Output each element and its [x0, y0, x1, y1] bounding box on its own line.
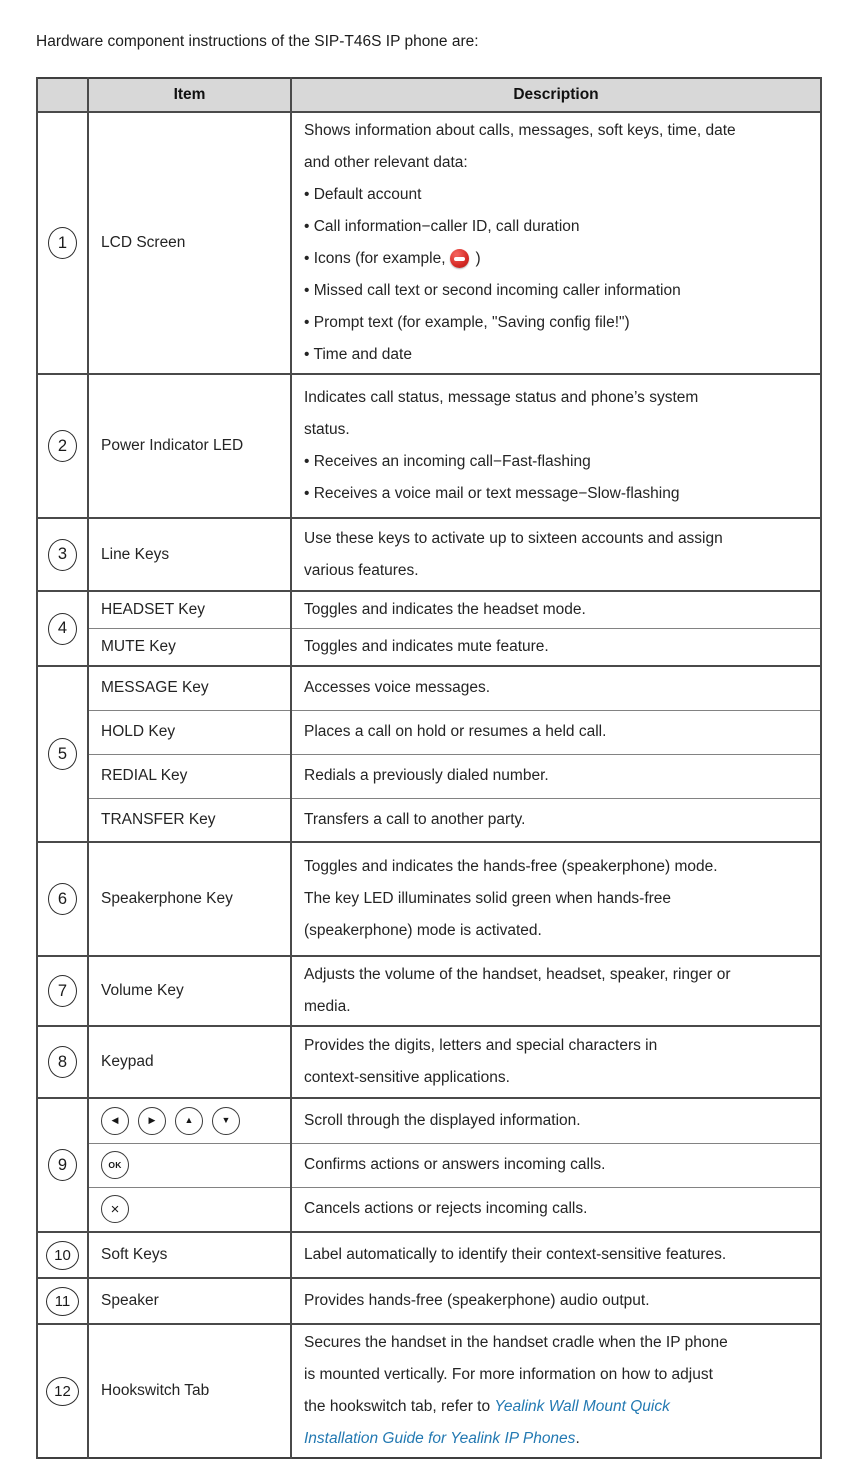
- desc-line: Secures the handset in the handset cradle when the IP phone: [304, 1334, 728, 1351]
- row-number-badge: 11: [46, 1287, 79, 1316]
- table-row-line-keys: [37, 518, 821, 591]
- desc-line: is mounted vertically. For more information on how to adjust: [304, 1366, 713, 1383]
- desc-line: and other relevant data:: [304, 154, 468, 171]
- down-arrow-icon: ▼: [221, 1115, 231, 1126]
- dnd-icon: [450, 249, 469, 268]
- header-description: Description: [291, 78, 821, 112]
- up-arrow-icon: ▲: [184, 1115, 194, 1126]
- desc-line: • Call information−caller ID, call duration: [304, 218, 580, 235]
- desc-text: • Icons (for example,: [304, 250, 446, 267]
- desc-line: status.: [304, 421, 350, 438]
- table-row-power-led: [37, 374, 821, 518]
- row-number-badge: 4: [48, 613, 77, 645]
- header-item: Item: [88, 78, 291, 112]
- table-row-soft-keys: [37, 1232, 821, 1278]
- desc-line: • Missed call text or second incoming caller information: [304, 282, 681, 299]
- item-label: Soft Keys: [88, 1232, 291, 1278]
- table-row-mute: [37, 629, 821, 667]
- intro-text: Hardware component instructions of the SIP-T46S IP phone are:: [36, 33, 479, 50]
- table-header-row: [37, 78, 821, 112]
- desc-line-icons: [304, 243, 808, 275]
- desc-line: • Default account: [304, 186, 422, 203]
- item-label: LCD Screen: [88, 112, 291, 374]
- desc-line: Cancels actions or rejects incoming calls.: [304, 1200, 588, 1218]
- table-row-headset: [37, 591, 821, 629]
- table-row-nav-keys: [37, 1098, 821, 1143]
- down-arrow-key: [212, 1107, 240, 1135]
- desc-line: Places a call on hold or resumes a held call.: [304, 723, 607, 740]
- desc-line: Use these keys to activate up to sixteen accounts and assign: [304, 529, 723, 547]
- item-label: Hookswitch Tab: [88, 1324, 291, 1458]
- desc-line: Confirms actions or answers incoming calls.: [304, 1156, 606, 1173]
- row-number-badge: 5: [48, 738, 77, 770]
- header-num-cell: [37, 78, 88, 112]
- navigation-keys: [101, 1107, 278, 1135]
- item-label: REDIAL Key: [88, 754, 291, 798]
- left-arrow-key: [101, 1107, 129, 1135]
- right-arrow-key: [138, 1107, 166, 1135]
- row-number-badge: 10: [46, 1241, 79, 1270]
- wall-mount-guide-link-line2[interactable]: Installation Guide for Yealink IP Phones: [304, 1430, 576, 1447]
- item-label: HEADSET Key: [88, 591, 291, 629]
- desc-line-with-link: [304, 1423, 808, 1455]
- desc-line: Adjusts the volume of the handset, headset, speaker, ringer or: [304, 966, 731, 983]
- table-row-keypad: [37, 1026, 821, 1098]
- desc-line: • Receives a voice mail or text message−Slow-flashing: [304, 485, 680, 502]
- desc-line: Toggles and indicates the hands-free (speakerphone) mode.: [304, 858, 718, 875]
- desc-line: Provides the digits, letters and special characters in: [304, 1037, 658, 1054]
- row-number-badge: 12: [46, 1377, 79, 1406]
- row-number-badge: 2: [48, 430, 77, 462]
- up-arrow-key: [175, 1107, 203, 1135]
- item-label: Keypad: [88, 1026, 291, 1098]
- table-row-volume: [37, 956, 821, 1026]
- table-row-redial: [37, 754, 821, 798]
- right-arrow-icon: ▶: [148, 1115, 156, 1126]
- desc-line: Provides hands-free (speakerphone) audio output.: [304, 1292, 650, 1309]
- row-number-badge: 6: [48, 883, 77, 915]
- table-row-transfer: [37, 798, 821, 842]
- desc-line-with-link: [304, 1391, 808, 1423]
- desc-line: Shows information about calls, messages, soft keys, time, date: [304, 122, 736, 139]
- table-row-message: [37, 666, 821, 710]
- item-label: TRANSFER Key: [88, 798, 291, 842]
- desc-line: (speakerphone) mode is activated.: [304, 922, 542, 939]
- hardware-components-table: [36, 77, 822, 1459]
- desc-line: media.: [304, 998, 351, 1015]
- item-label: Speakerphone Key: [88, 842, 291, 956]
- desc-line: • Prompt text (for example, "Saving config file!"): [304, 314, 630, 331]
- item-label: HOLD Key: [88, 710, 291, 754]
- desc-line: Accesses voice messages.: [304, 679, 491, 697]
- table-row-hookswitch: [37, 1324, 821, 1458]
- desc-line: Toggles and indicates mute feature.: [304, 638, 549, 655]
- item-label: MUTE Key: [88, 629, 291, 667]
- table-row-hold: [37, 710, 821, 754]
- table-row-speaker: [37, 1278, 821, 1324]
- desc-line: Scroll through the displayed information.: [304, 1111, 581, 1129]
- table-row-lcd: [37, 112, 821, 374]
- ok-key-icon: OK: [101, 1151, 129, 1179]
- row-number-badge: 8: [48, 1046, 77, 1078]
- wall-mount-guide-link-line1[interactable]: Yealink Wall Mount Quick: [494, 1398, 670, 1415]
- desc-line: various features.: [304, 561, 419, 579]
- row-number-badge: 1: [48, 227, 77, 259]
- desc-line: Indicates call status, message status and phone’s system: [304, 389, 699, 406]
- desc-text: .: [575, 1430, 580, 1447]
- table-row-ok-key: [37, 1143, 821, 1187]
- desc-line: Redials a previously dialed number.: [304, 767, 549, 784]
- desc-text: the hookswitch tab, refer to: [304, 1398, 495, 1415]
- item-label: Line Keys: [88, 518, 291, 591]
- desc-line: Label automatically to identify their context-sensitive features.: [304, 1246, 727, 1263]
- desc-line: The key LED illuminates solid green when hands-free: [304, 890, 672, 907]
- desc-line: Toggles and indicates the headset mode.: [304, 601, 586, 618]
- item-label: MESSAGE Key: [88, 666, 291, 710]
- row-number-badge: 9: [48, 1149, 77, 1181]
- desc-line: context-sensitive applications.: [304, 1069, 510, 1086]
- item-label: Volume Key: [88, 956, 291, 1026]
- desc-line: • Time and date: [304, 346, 412, 363]
- row-number-badge: 7: [48, 975, 77, 1007]
- item-label: Power Indicator LED: [88, 374, 291, 518]
- table-row-speakerphone: [37, 842, 821, 956]
- left-arrow-icon: ◀: [111, 1115, 119, 1126]
- item-label: Speaker: [88, 1278, 291, 1324]
- row-number-badge: 3: [48, 539, 77, 571]
- table-row-cancel-key: [37, 1187, 821, 1232]
- desc-text: ): [475, 250, 481, 267]
- cancel-key-icon: ×: [101, 1195, 129, 1223]
- desc-line: • Receives an incoming call−Fast-flashing: [304, 453, 591, 470]
- desc-line: Transfers a call to another party.: [304, 810, 526, 828]
